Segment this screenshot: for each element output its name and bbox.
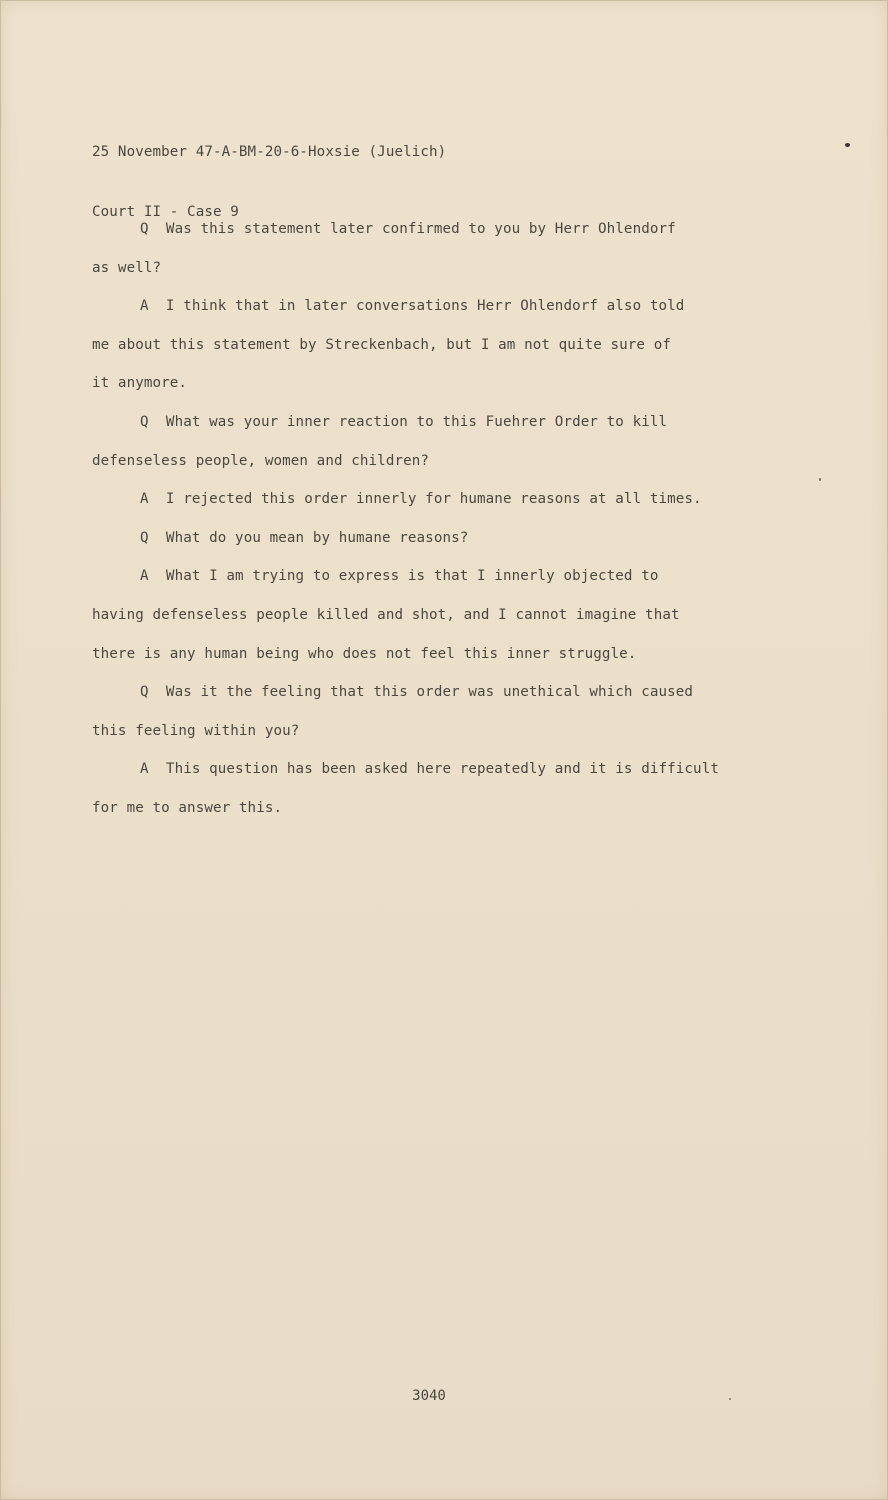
transcript-body bbox=[92, 218, 802, 836]
transcript-line: this feeling within you? bbox=[92, 722, 300, 739]
transcript-line: Q What was your inner reaction to this Fuehrer Order to kill bbox=[140, 413, 668, 430]
transcript-line: defenseless people, women and children? bbox=[92, 452, 430, 469]
page-number: 3040 bbox=[412, 1388, 446, 1404]
transcript-line: A What I am trying to express is that I innerly objected to bbox=[140, 568, 659, 585]
header-line-2: Court II - Case 9 bbox=[92, 204, 239, 220]
header-line-1: 25 November 47-A-BM-20-6-Hoxsie (Juelich) bbox=[92, 144, 447, 160]
transcript-line: as well? bbox=[92, 259, 162, 276]
transcript-line: it anymore. bbox=[92, 375, 188, 392]
transcript-line: Q What do you mean by humane reasons? bbox=[140, 529, 469, 546]
ink-speck bbox=[845, 143, 850, 147]
transcript-line: there is any human being who does not feel this inner struggle. bbox=[92, 645, 637, 662]
transcript-line: me about this statement by Streckenbach, but I am not quite sure of bbox=[92, 336, 671, 353]
transcript-line: having defenseless people killed and shot, and I cannot imagine that bbox=[92, 606, 680, 623]
transcript-line: Q Was it the feeling that this order was unethical which caused bbox=[140, 684, 694, 701]
transcript-line: A I think that in later conversations Herr Ohlendorf also told bbox=[140, 298, 685, 315]
transcript-line: A I rejected this order innerly for humane reasons at all times. bbox=[140, 491, 702, 508]
transcript-line: for me to answer this. bbox=[92, 799, 283, 816]
transcript-line: A This question has been asked here repeatedly and it is difficult bbox=[140, 761, 719, 778]
transcript-line: Q Was this statement later confirmed to you by Herr Ohlendorf bbox=[140, 221, 676, 237]
ink-speck bbox=[819, 478, 821, 481]
ink-speck bbox=[729, 1398, 731, 1400]
